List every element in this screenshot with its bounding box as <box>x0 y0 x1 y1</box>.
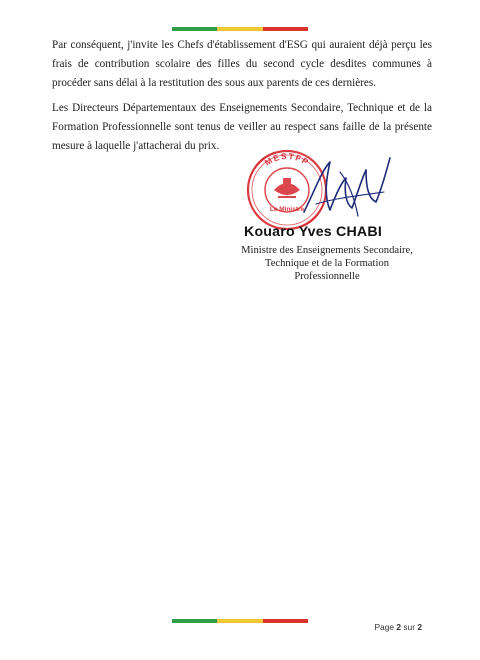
paragraph-restitution: Par conséquent, j'invite les Chefs d'établissement d'ESG qui auraient déjà perçu les frais de contribution scolaire des filles du second cycle desdites communes à procéder sans délai à la restitution des sous aux parents de ces dernières. <box>52 39 432 89</box>
signer-title <box>232 244 422 283</box>
signer-title-line-2: Technique et de la Formation Professionnelle <box>265 258 389 282</box>
handwritten-signature <box>296 152 394 222</box>
page-sep: sur <box>403 622 415 632</box>
page-word: Page <box>374 622 395 632</box>
flag-green-segment <box>172 619 217 623</box>
flag-stripe-top <box>172 27 308 31</box>
seal-ring-text: MESTFP <box>262 150 312 168</box>
seal-center-text: Le Ministre <box>269 206 305 213</box>
page-number <box>374 622 422 632</box>
flag-red-segment <box>263 27 308 31</box>
page-total: 2 <box>417 622 422 632</box>
signer-title-line-1: Ministre des Enseignements Secondaire, <box>241 245 413 256</box>
letter-body <box>52 36 432 162</box>
signer-name: Kouaro Yves CHABI <box>244 224 382 240</box>
flag-green-segment <box>172 27 217 31</box>
flag-stripe-bottom <box>172 619 308 623</box>
page-current: 2 <box>396 622 402 632</box>
paragraph-directors: Les Directeurs Départementaux des Enseignements Secondaire, Technique et de la Formation Professionnelle sont tenus de veiller au respect sans faille de la présente mesure à laquelle j'attacherai du prix. <box>52 102 432 152</box>
flag-yellow-segment <box>217 27 262 31</box>
flag-yellow-segment <box>217 619 262 623</box>
flag-red-segment <box>263 619 308 623</box>
